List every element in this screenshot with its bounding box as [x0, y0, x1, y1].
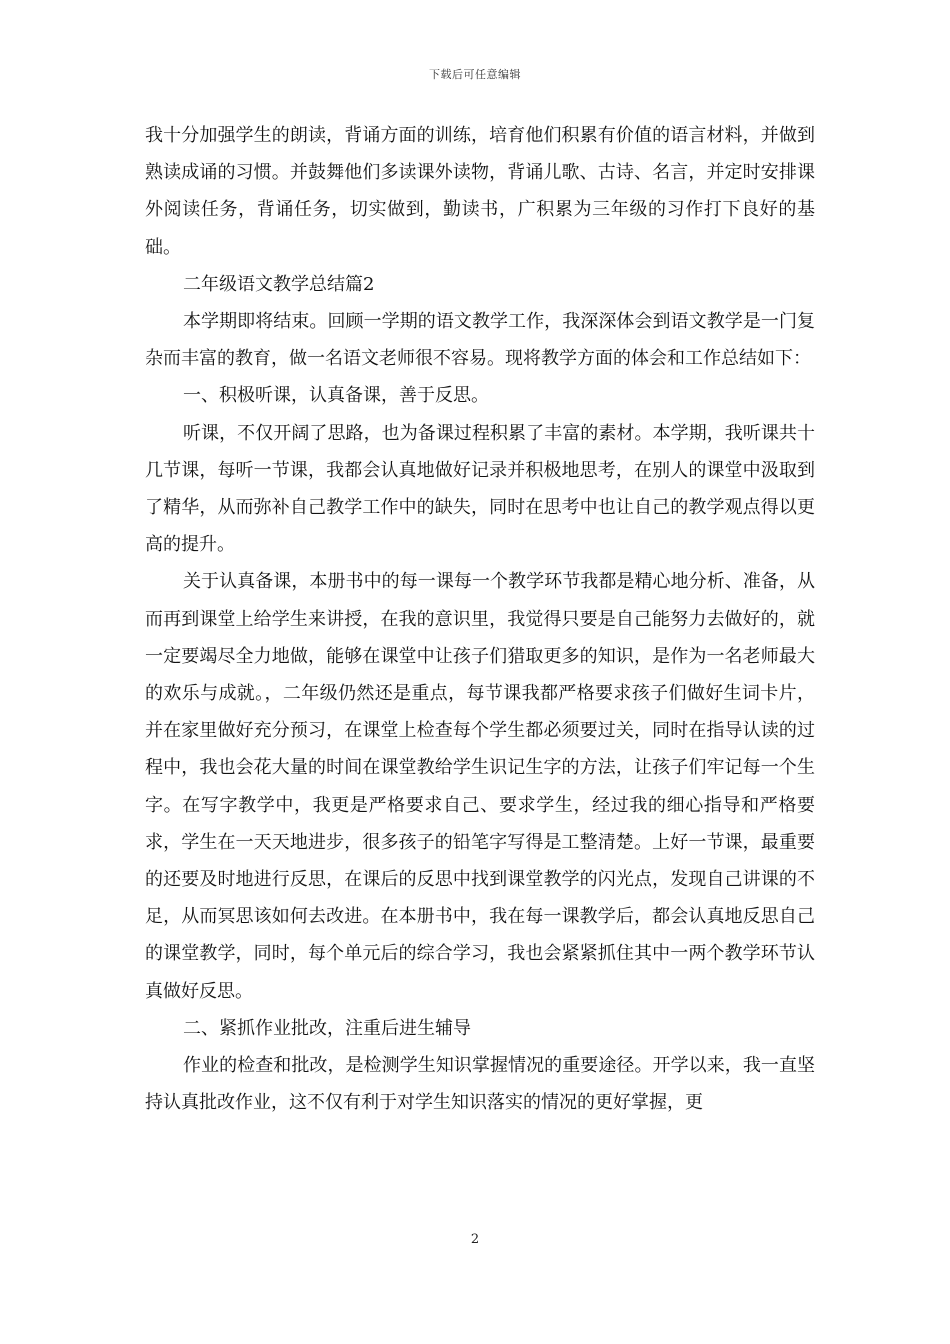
page-header: 下载后可任意编辑 [429, 68, 521, 81]
section-title-summary-2: 二年级语文教学总结篇2 [183, 273, 375, 295]
document-body [145, 117, 815, 1121]
heading-listen-prepare-reflect: 一、积极听课，认真备课，善于反思。 [183, 385, 489, 407]
paragraph-listening: 听课，不仅开阔了思路，也为备课过程积累了丰富的素材。本学期，我听课共十几节课，每听一节课，我都会认真地做好记录并积极地思考，在别人的课堂中汲取到了精华，从而弥补自己教学工作中的缺失，同时在思考中也让自己的教学观点得以更高的提升。 [145, 422, 815, 556]
paragraph-intro: 本学期即将结束。回顾一学期的语文教学工作，我深深体会到语文教学是一门复杂而丰富的教育，做一名语文老师很不容易。现将教学方面的体会和工作总结如下： [145, 311, 815, 370]
heading-homework-tutoring: 二、紧抓作业批改，注重后进生辅导 [183, 1017, 471, 1039]
paragraph-homework-checking: 作业的检查和批改，是检测学生知识掌握情况的重要途径。开学以来，我一直坚持认真批改作业，这不仅有利于对学生知识落实的情况的更好掌握，更 [145, 1055, 815, 1114]
paragraph-lesson-preparation: 关于认真备课，本册书中的每一课每一个教学环节我都是精心地分析、准备，从而再到课堂上给学生来讲授，在我的意识里，我觉得只要是自己能努力去做好的，就一定要竭尽全力地做，能够在课堂中让孩子们猎取更多的知识，是作为一名老师最大的欢乐与成就。，二年级仍然还是重点，每节课我都严格要求孩子们做好生词卡片，并在家里做好充分预习，在课堂上检查每个学生都必须要过关，同时在指导认读的过程中，我也会花大量的时间在课堂教给学生识记生字的方法，让孩子们牢记每一个生字。在写字教学中，我更是严格要求自己、要求学生，经过我的细心指导和严格要求，学生在一天天地进步，很多孩子的铅笔字写得是工整清楚。上好一节课，最重要的还要及时地进行反思，在课后的反思中找到课堂教学的闪光点，发现自己讲课的不足，从而冥思该如何去改进。在本册书中，我在每一课教学后，都会认真地反思自己的课堂教学，同时，每个单元后的综合学习，我也会紧紧抓住其中一两个教学环节认真做好反思。 [145, 571, 815, 1002]
page-number: 2 [470, 1232, 480, 1247]
paragraph-reading-training: 我十分加强学生的朗读，背诵方面的训练，培育他们积累有价值的语言材料，并做到熟读成诵的习惯。并鼓舞他们多读课外读物，背诵儿歌、古诗、名言，并定时安排课外阅读任务，背诵任务，切实做到，勤读书，广积累为三年级的习作打下良好的基础。 [145, 125, 815, 258]
